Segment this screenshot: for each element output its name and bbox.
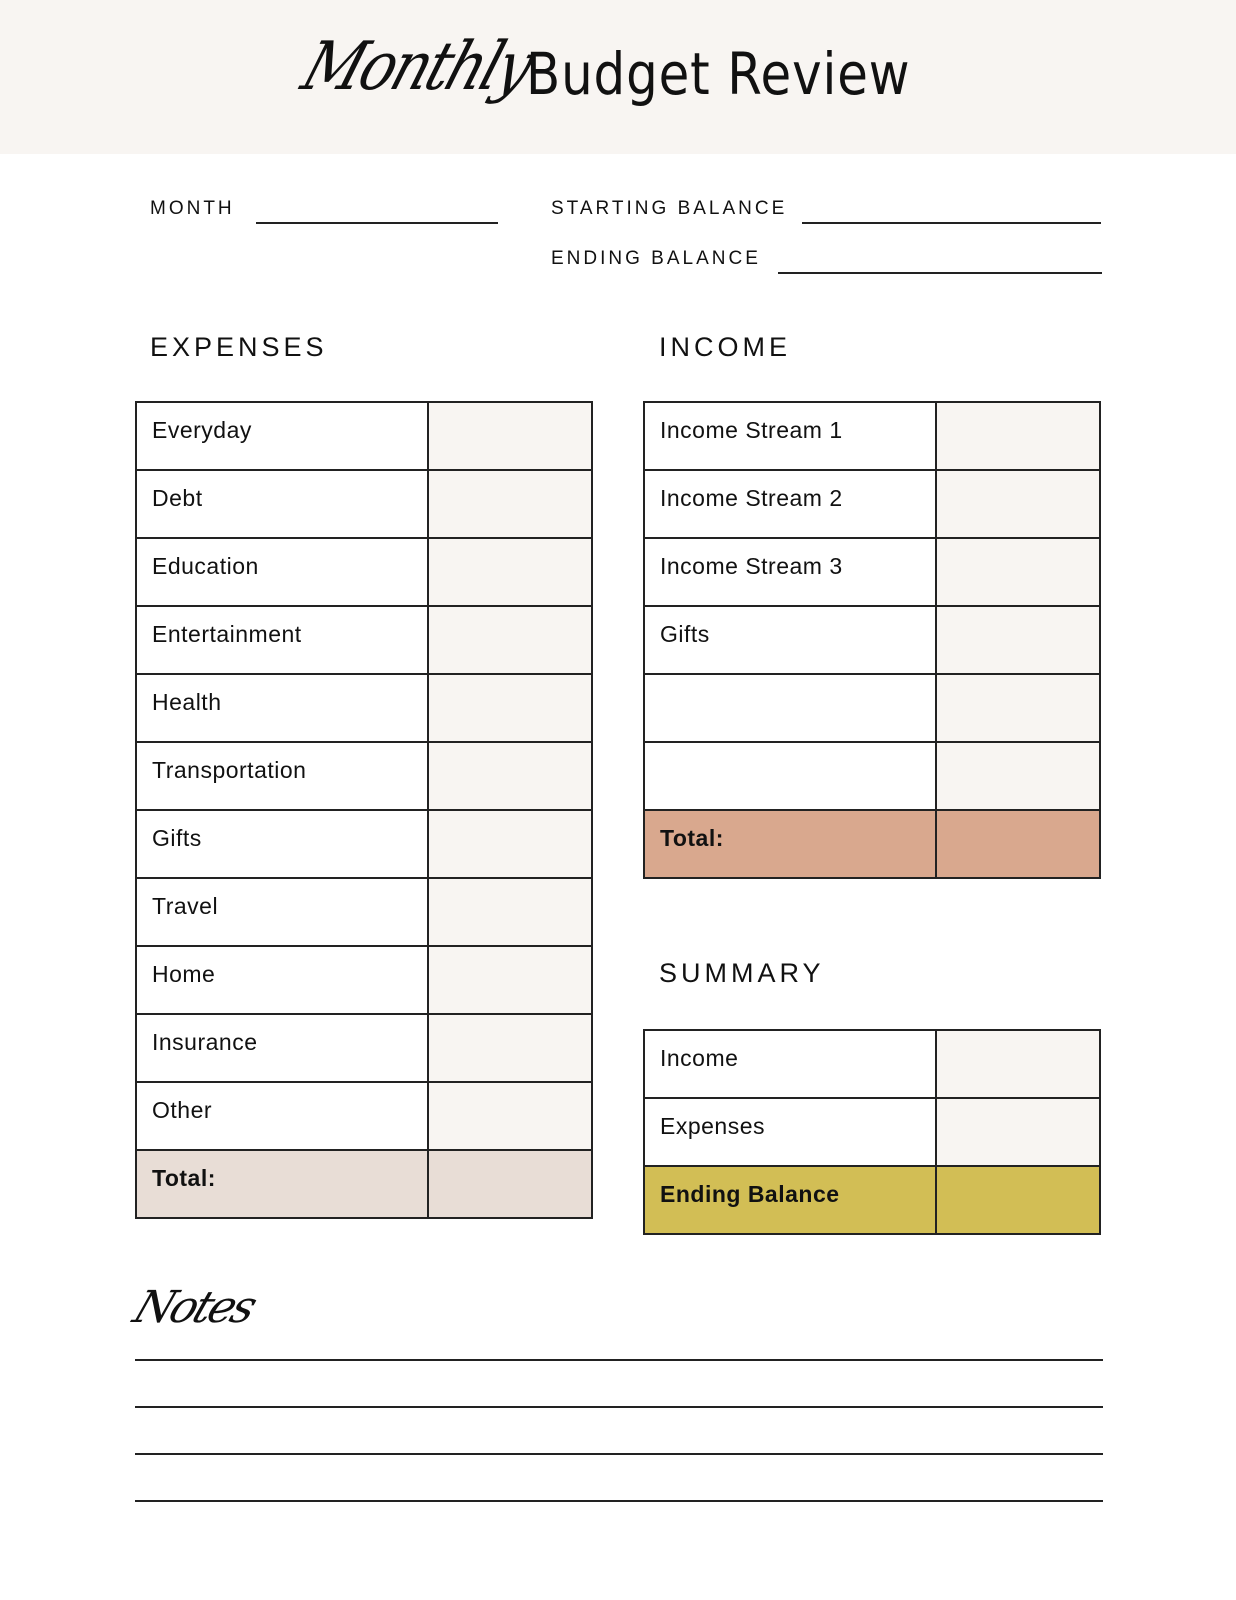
- income-total-row: [644, 810, 1100, 878]
- ending-balance-amount[interactable]: [936, 1166, 1100, 1234]
- income-label: Gifts: [660, 621, 710, 647]
- income-amount[interactable]: [936, 402, 1100, 470]
- income-row: [644, 538, 1100, 606]
- expense-row: [136, 402, 592, 470]
- title-script: Monthly: [293, 26, 542, 106]
- expense-row: [136, 538, 592, 606]
- expense-row: [136, 1014, 592, 1082]
- expense-row: [136, 674, 592, 742]
- expense-row: [136, 1082, 592, 1150]
- expense-row: [136, 742, 592, 810]
- income-amount[interactable]: [936, 606, 1100, 674]
- expense-row: [136, 606, 592, 674]
- expenses-title: EXPENSES: [150, 332, 328, 362]
- income-title: INCOME: [659, 332, 791, 362]
- expense-label: Debt: [152, 485, 203, 511]
- month-label: MONTH: [150, 198, 235, 219]
- ending-balance-label: ENDING BALANCE: [551, 248, 761, 269]
- expense-label: Transportation: [152, 757, 307, 783]
- ending-balance-row: [644, 1166, 1100, 1234]
- starting-balance-field[interactable]: [802, 222, 1101, 224]
- notes-line[interactable]: [135, 1500, 1103, 1502]
- expense-label: Education: [152, 553, 259, 579]
- notes-line[interactable]: [135, 1406, 1103, 1408]
- expense-label: Entertainment: [152, 621, 302, 647]
- income-total-label: Total:: [660, 825, 724, 851]
- summary-label: Expenses: [660, 1113, 766, 1139]
- expense-amount[interactable]: [428, 470, 592, 538]
- income-row: [644, 606, 1100, 674]
- income-amount[interactable]: [936, 742, 1100, 810]
- month-field[interactable]: [256, 222, 498, 224]
- expense-row: [136, 946, 592, 1014]
- income-label: Income Stream 1: [660, 417, 843, 443]
- expense-amount[interactable]: [428, 742, 592, 810]
- expense-label: Home: [152, 961, 216, 987]
- income-blank-label[interactable]: [644, 674, 936, 742]
- expense-label: Everyday: [152, 417, 252, 443]
- income-label: Income Stream 2: [660, 485, 843, 511]
- expense-amount[interactable]: [428, 878, 592, 946]
- income-row: [644, 470, 1100, 538]
- summary-row: [644, 1098, 1100, 1166]
- starting-balance-label: STARTING BALANCE: [551, 198, 788, 219]
- expense-amount[interactable]: [428, 1082, 592, 1150]
- notes-title: Notes: [126, 1282, 262, 1333]
- income-row: [644, 742, 1100, 810]
- income-amount[interactable]: [936, 470, 1100, 538]
- notes-line[interactable]: [135, 1453, 1103, 1455]
- income-table: [643, 401, 1101, 879]
- summary-amount[interactable]: [936, 1030, 1100, 1098]
- expense-label: Insurance: [152, 1029, 258, 1055]
- expense-amount[interactable]: [428, 674, 592, 742]
- expense-total-label: Total:: [152, 1165, 216, 1191]
- expenses-table: [135, 401, 593, 1219]
- summary-title: SUMMARY: [659, 958, 825, 988]
- expense-amount[interactable]: [428, 402, 592, 470]
- summary-amount[interactable]: [936, 1098, 1100, 1166]
- expense-total-row: [136, 1150, 592, 1218]
- income-row: [644, 674, 1100, 742]
- expense-label: Other: [152, 1097, 213, 1123]
- ending-balance-field[interactable]: [778, 272, 1102, 274]
- expense-amount[interactable]: [428, 538, 592, 606]
- expense-amount[interactable]: [428, 810, 592, 878]
- expense-label: Health: [152, 689, 222, 715]
- summary-table: [643, 1029, 1101, 1235]
- expense-label: Travel: [152, 893, 219, 919]
- expense-row: [136, 878, 592, 946]
- income-label: Income Stream 3: [660, 553, 843, 579]
- header-banner: [0, 0, 1236, 154]
- income-total-amount[interactable]: [936, 810, 1100, 878]
- income-row: [644, 402, 1100, 470]
- expense-amount[interactable]: [428, 946, 592, 1014]
- expense-label: Gifts: [152, 825, 202, 851]
- income-blank-label[interactable]: [644, 742, 936, 810]
- expense-amount[interactable]: [428, 606, 592, 674]
- income-amount[interactable]: [936, 538, 1100, 606]
- expense-row: [136, 810, 592, 878]
- summary-row: [644, 1030, 1100, 1098]
- income-amount[interactable]: [936, 674, 1100, 742]
- expense-row: [136, 470, 592, 538]
- notes-line[interactable]: [135, 1359, 1103, 1361]
- ending-balance-label-cell: Ending Balance: [660, 1181, 840, 1207]
- expense-total-amount[interactable]: [428, 1150, 592, 1218]
- summary-label: Income: [660, 1045, 739, 1071]
- expense-amount[interactable]: [428, 1014, 592, 1082]
- page-title: Budget Review: [526, 40, 911, 108]
